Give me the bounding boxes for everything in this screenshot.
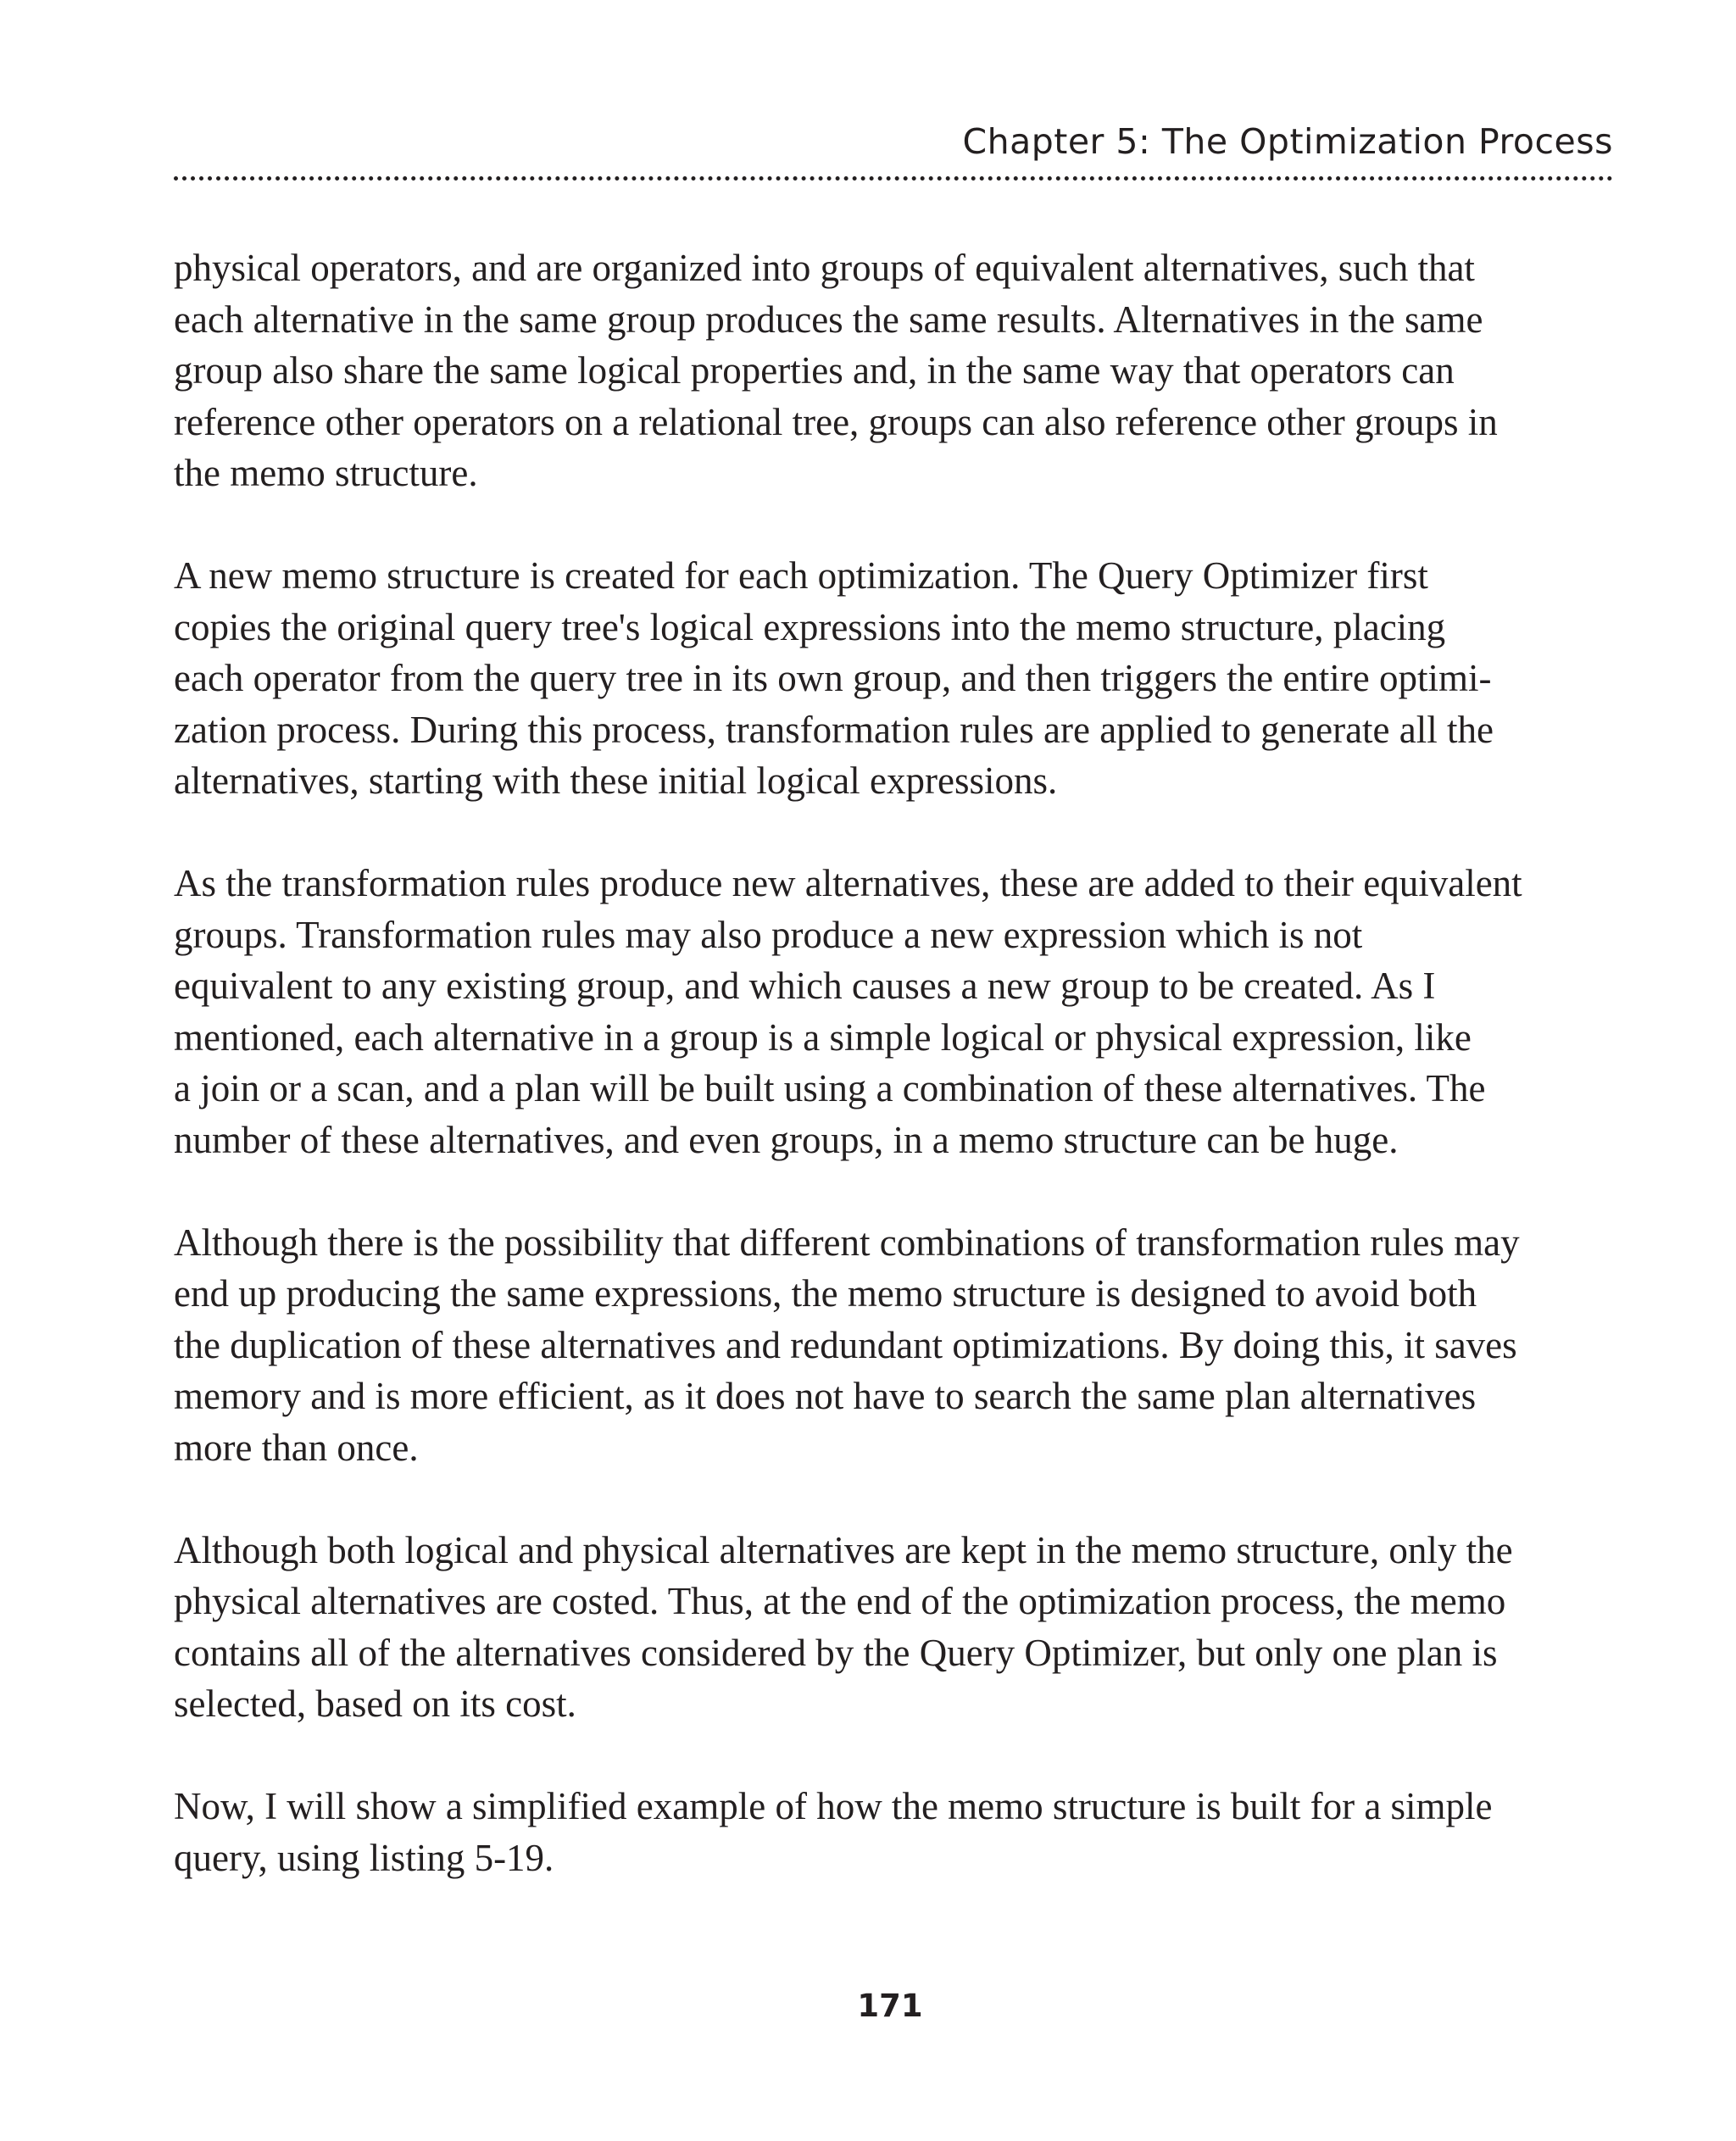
dotted-divider [174, 176, 1613, 181]
paragraph [174, 858, 1615, 1165]
text-line: copies the original query tree's logical expressions into the memo structure, placing [174, 605, 1446, 648]
text-line: reference other operators on a relational tree, groups can also reference other groups in [174, 400, 1498, 443]
text-line: A new memo structure is created for each optimization. The Query Optimizer first [174, 554, 1428, 597]
paragraph [174, 1217, 1615, 1474]
text-line: zation process. During this process, transformation rules are applied to generate all the [174, 708, 1494, 751]
text-line: selected, based on its cost. [174, 1682, 576, 1725]
text-line: alternatives, starting with these initial logical expressions. [174, 759, 1058, 802]
text-line: more than once. [174, 1426, 419, 1469]
text-line: a join or a scan, and a plan will be built using a combination of these alternatives. The [174, 1067, 1486, 1109]
text-line: the memo structure. [174, 452, 478, 494]
running-header [174, 112, 1613, 180]
text-line: each operator from the query tree in its own group, and then triggers the entire optimi- [174, 657, 1492, 699]
text-line: the duplication of these alternatives and redundant optimizations. By doing this, it saves [174, 1323, 1517, 1366]
text-line: As the transformation rules produce new alternatives, these are added to their equivalent [174, 862, 1522, 904]
text-line: physical alternatives are costed. Thus, at the end of the optimization process, the memo [174, 1580, 1506, 1622]
page-number: 171 [857, 1988, 923, 2024]
text-line: memory and is more efficient, as it does not have to search the same plan alternatives [174, 1375, 1477, 1417]
paragraph [174, 1781, 1615, 1883]
text-line: Although there is the possibility that different combinations of transformation rules may [174, 1221, 1520, 1264]
text-line: number of these alternatives, and even groups, in a memo structure can be huge. [174, 1118, 1399, 1161]
text-line: query, using listing 5-19. [174, 1836, 554, 1879]
text-line: contains all of the alternatives considered by the Query Optimizer, but only one plan is [174, 1631, 1498, 1674]
text-line: mentioned, each alternative in a group is a simple logical or physical expression, like [174, 1015, 1472, 1059]
text-line: Although both logical and physical alternatives are kept in the memo structure, only the [174, 1528, 1513, 1571]
text-line: equivalent to any existing group, and which causes a new group to be created. As I [174, 965, 1436, 1007]
text-line: physical operators, and are organized into groups of equivalent alternatives, such that [174, 247, 1475, 289]
text-line: end up producing the same expressions, the memo structure is designed to avoid both [174, 1272, 1477, 1315]
text-line: Now, I will show a simplified example of how the memo structure is built for a simple [174, 1785, 1493, 1827]
paragraph [174, 550, 1615, 807]
paragraph [174, 242, 1615, 499]
body-text [174, 242, 1615, 1935]
text-line: each alternative in the same group produces the same results. Alternatives in the same [174, 298, 1483, 341]
chapter-title: Chapter 5: The Optimization Process [962, 121, 1613, 162]
text-line: group also share the same logical properties and, in the same way that operators can [174, 349, 1455, 392]
text-line: groups. Transformation rules may also produce a new expression which is not [174, 913, 1363, 956]
paragraph [174, 1525, 1615, 1730]
